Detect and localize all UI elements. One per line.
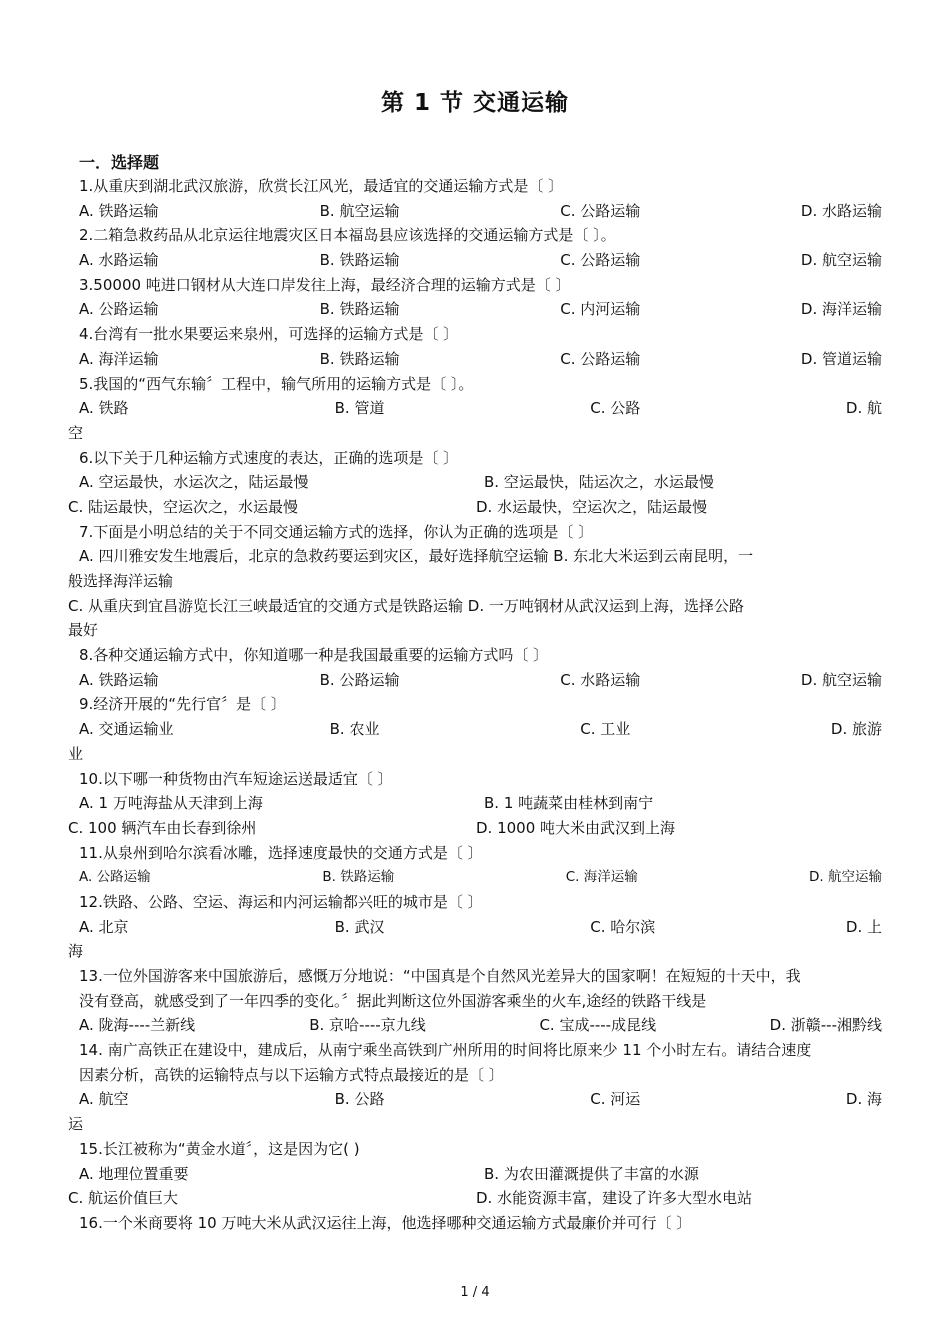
question-stem: 8.各种交通运输方式中，你知道哪一种是我国最重要的运输方式吗〔 〕 bbox=[79, 646, 549, 665]
option-continued: 海 bbox=[68, 942, 84, 961]
option-row bbox=[68, 297, 882, 322]
option: C. 内河运输 bbox=[560, 300, 641, 319]
question-stem: 9.经济开展的“先行官〞是〔 〕 bbox=[79, 695, 286, 714]
option-continued: 运 bbox=[68, 1115, 84, 1134]
option: B. 铁路运输 bbox=[319, 300, 400, 319]
option-row bbox=[68, 396, 882, 421]
option-row bbox=[68, 199, 882, 224]
option: C. 公路 bbox=[590, 399, 641, 418]
question-stem-continued: 没有登高，就感受到了一年四季的变化。〞据此判断这位外国游客乘坐的火车,途经的铁路干线是 bbox=[79, 991, 707, 1010]
option: D. 上 bbox=[845, 917, 883, 936]
option: C. 公路运输 bbox=[560, 201, 641, 220]
question-stem: 7.下面是小明总结的关于不同交通运输方式的选择，你认为正确的选项是〔 〕 bbox=[79, 522, 594, 541]
option: A. 铁路运输 bbox=[79, 201, 159, 220]
option: A. 海洋运输 bbox=[79, 349, 159, 368]
option-row bbox=[68, 347, 882, 372]
option: D. 浙赣---湘黔线 bbox=[769, 1016, 882, 1035]
option: B. 铁路运输 bbox=[319, 349, 400, 368]
option: B. 1 吨蔬菜由桂林到南宁 bbox=[484, 794, 654, 813]
option: D. 管道运输 bbox=[800, 349, 883, 368]
option: B. 为农田灌溉提供了丰富的水源 bbox=[484, 1164, 699, 1183]
option: B. 农业 bbox=[329, 720, 380, 739]
option: D. 航空运输 bbox=[800, 670, 883, 689]
option: D. 海洋运输 bbox=[800, 300, 883, 319]
option: D. 1000 吨大米由武汉到上海 bbox=[476, 818, 676, 837]
option: C. 陆运最快，空运次之，水运最慢 bbox=[68, 497, 299, 516]
question-list bbox=[68, 174, 882, 1236]
option: C. 工业 bbox=[580, 720, 631, 739]
option: A. 北京 bbox=[79, 917, 129, 936]
option-continued: 空 bbox=[68, 423, 84, 442]
option-row bbox=[68, 791, 882, 816]
question-stem: 4.台湾有一批水果要运来泉州，可选择的运输方式是〔 〕 bbox=[79, 325, 459, 344]
page-title: 第 1 节 交通运输 bbox=[380, 90, 570, 116]
option: C. 水路运输 bbox=[560, 670, 641, 689]
section-heading: 一．选择题 bbox=[79, 153, 160, 172]
option: C. 公路运输 bbox=[560, 349, 641, 368]
option-row bbox=[68, 495, 882, 520]
question-stem: 15.长江被称为“黄金水道〞，这是因为它( ) bbox=[79, 1139, 360, 1158]
question-stem: 13.一位外国游客来中国旅游后，感慨万分地说：“中国真是个自然风光差异大的国家啊！在短短的十天中，我 bbox=[79, 967, 801, 985]
option: B. 京哈----京九线 bbox=[309, 1016, 426, 1035]
option: C. 航运价值巨大 bbox=[68, 1189, 179, 1208]
option-row bbox=[68, 1087, 882, 1112]
question-stem: 16.一个米商要将 10 万吨大米从武汉运往上海，他选择哪种交通运输方式最廉价并可行〔 〕 bbox=[79, 1213, 692, 1232]
question-stem: 2.二箱急救药品从北京运往地震灾区日本福岛县应该选择的交通运输方式是〔 〕。 bbox=[79, 226, 616, 245]
question-stem: 5.我国的“西气东输〞工程中，输气所用的运输方式是〔 〕。 bbox=[79, 374, 474, 393]
option-row bbox=[68, 865, 882, 890]
option-row bbox=[68, 1162, 882, 1187]
option: B. 空运最快，陆运次之，水运最慢 bbox=[484, 473, 714, 492]
option-continued: 业 bbox=[68, 744, 84, 763]
option: C. 公路运输 bbox=[560, 251, 641, 270]
option: A. 交通运输业 bbox=[79, 720, 174, 739]
option: B. 公路运输 bbox=[319, 670, 400, 689]
option-row bbox=[68, 1013, 882, 1038]
option-row bbox=[68, 248, 882, 273]
option: A. 铁路 bbox=[79, 399, 129, 418]
option: A. 铁路运输 bbox=[79, 670, 159, 689]
option: C. 100 辆汽车由长春到徐州 bbox=[68, 818, 257, 837]
option: B. 铁路运输 bbox=[322, 869, 395, 886]
option-row bbox=[68, 470, 882, 495]
question-stem: 14. 南广高铁正在建设中，建成后，从南宁乘坐高铁到广州所用的时间将比原来少 11 个小时左右。请结合速度 bbox=[79, 1041, 812, 1060]
option: D. 海 bbox=[845, 1090, 883, 1109]
option: A. 空运最快，水运次之，陆运最慢 bbox=[79, 473, 309, 492]
option-text: 般选择海洋运输 bbox=[68, 572, 174, 590]
option: B. 武汉 bbox=[334, 917, 385, 936]
option: C. 哈尔滨 bbox=[590, 917, 656, 936]
option: D. 航空运输 bbox=[809, 869, 883, 886]
option: D. 航 bbox=[845, 399, 883, 418]
option: B. 公路 bbox=[334, 1090, 385, 1109]
option: D. 水能资源丰富，建设了许多大型水电站 bbox=[476, 1189, 753, 1208]
option: A. 地理位置重要 bbox=[79, 1164, 189, 1183]
option-row bbox=[68, 668, 882, 693]
question-stem: 6.以下关于几种运输方式速度的表达，正确的选项是〔 〕 bbox=[79, 448, 459, 467]
option: A. 公路运输 bbox=[79, 869, 151, 886]
option: A. 陇海----兰新线 bbox=[79, 1016, 196, 1035]
question-stem: 11.从泉州到哈尔滨看冰雕，选择速度最快的交通方式是〔 〕 bbox=[79, 843, 483, 862]
option: B. 管道 bbox=[334, 399, 385, 418]
question-stem: 10.以下哪一种货物由汽车短途运送最适宜〔 〕 bbox=[79, 769, 393, 788]
option-text: A. 四川雅安发生地震后，北京的急救药要运到灾区，最好选择航空运输 B. 东北大米运到云南昆明，一 bbox=[79, 547, 754, 566]
option: D. 旅游 bbox=[830, 720, 883, 739]
option-row bbox=[68, 816, 882, 841]
option: B. 铁路运输 bbox=[319, 251, 400, 270]
option-row bbox=[68, 1186, 882, 1211]
option: D. 水运最快，空运次之，陆运最慢 bbox=[476, 497, 708, 516]
page-number: 1 / 4 bbox=[460, 1285, 490, 1300]
option-row bbox=[68, 717, 882, 742]
question-stem: 3.50000 吨进口钢材从大连口岸发往上海，最经济合理的运输方式是〔 〕 bbox=[79, 275, 571, 294]
question-stem: 12.铁路、公路、空运、海运和内河运输都兴旺的城市是〔 〕 bbox=[79, 892, 483, 911]
option: C. 宝成----成昆线 bbox=[539, 1016, 657, 1035]
option: D. 水路运输 bbox=[800, 201, 883, 220]
option-text: 最好 bbox=[68, 621, 99, 640]
question-stem-continued: 因素分析，高铁的运输特点与以下运输方式特点最接近的是〔 〕 bbox=[79, 1065, 504, 1084]
option: C. 河运 bbox=[590, 1090, 641, 1109]
option: A. 航空 bbox=[79, 1090, 129, 1109]
option-text: C. 从重庆到宜昌游览长江三峡最适宜的交通方式是铁路运输 D. 一万吨钢材从武汉运到上海，选择公路 bbox=[68, 596, 744, 615]
option: C. 海洋运输 bbox=[565, 869, 638, 886]
option-row bbox=[68, 915, 882, 940]
option: A. 水路运输 bbox=[79, 251, 159, 270]
option: D. 航空运输 bbox=[800, 251, 883, 270]
option: A. 公路运输 bbox=[79, 300, 159, 319]
option: A. 1 万吨海盐从天津到上海 bbox=[79, 794, 263, 813]
option: B. 航空运输 bbox=[319, 201, 400, 220]
question-stem: 1.从重庆到湖北武汉旅游，欣赏长江风光，最适宜的交通运输方式是〔 〕 bbox=[79, 177, 564, 195]
